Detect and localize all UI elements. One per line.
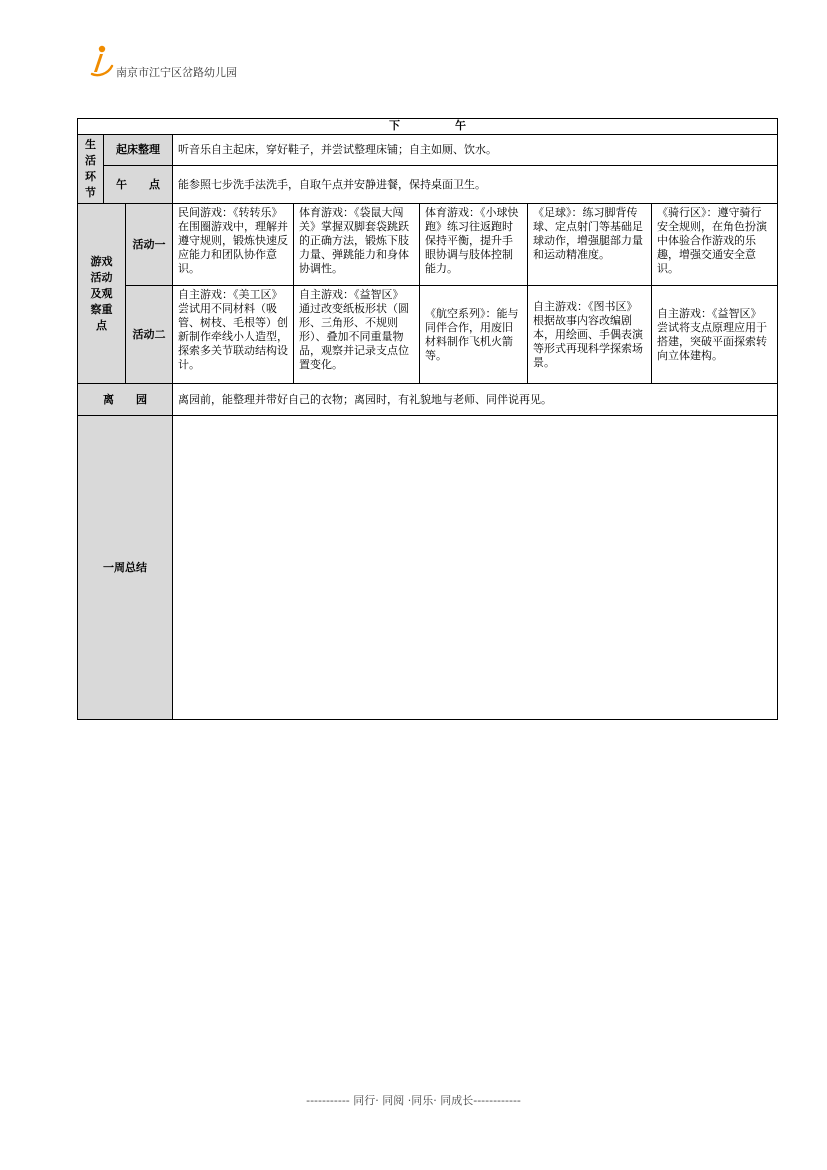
life-section-label: 生活环节 <box>78 135 104 204</box>
school-name: 南京市江宁区岔路幼儿园 <box>116 66 237 79</box>
activity2-cell-4: 自主游戏：《图书区》根据故事内容改编剧本，用绘画、手偶表演等形式再现科学探索场景。 <box>528 286 652 384</box>
weekly-summary-content[interactable] <box>173 416 778 720</box>
activity2-cell-3: 《航空系列》：能与同伴合作，用废旧材料制作飞机火箭等。 <box>420 286 528 384</box>
activity2-label: 活动二 <box>126 286 173 384</box>
activity1-label: 活动一 <box>126 204 173 286</box>
leave-text: 离园前，能整理并带好自己的衣物；离园时，有礼貌地与老师、同伴说再见。 <box>173 384 778 416</box>
snack-text: 能参照七步洗手法洗手，自取午点并安静进餐，保持桌面卫生。 <box>173 166 778 204</box>
weekly-summary-label: 一周总结 <box>78 416 173 720</box>
snack-label: 午 点 <box>104 166 173 204</box>
activity1-cell-5: 《骑行区》：遵守骑行安全规则，在角色扮演中体验合作游戏的乐趣，增强交通安全意识。 <box>652 204 778 286</box>
afternoon-plan-table <box>77 118 778 720</box>
activity1-cell-1: 民间游戏：《转转乐》在围圈游戏中，理解并遵守规则，锻炼快速反应能力和团队协作意识。 <box>173 204 294 286</box>
page-footer: ----------- 同行· 同阅 ·同乐· 同成长------------ <box>306 1094 521 1107</box>
game-section-label: 游戏活动及观察重点 <box>78 204 126 384</box>
activity2-cell-5: 自主游戏：《益智区》尝试将支点原理应用于搭建，突破平面探索转向立体建构。 <box>652 286 778 384</box>
activity2-cell-2: 自主游戏：《益智区》通过改变纸板形状（圆形、三角形、不规则形）、叠加不同重量物品，观察并记录支点位置变化。 <box>294 286 420 384</box>
activity1-cell-3: 体育游戏：《小球快跑》练习往返跑时保持平衡，提升手眼协调与肢体控制能力。 <box>420 204 528 286</box>
activity1-cell-2: 体育游戏：《袋鼠大闯关》掌握双脚套袋跳跃的正确方法，锻炼下肢力量、弹跳能力和身体协调性。 <box>294 204 420 286</box>
wake-label: 起床整理 <box>104 135 173 166</box>
activity2-cell-1: 自主游戏：《美工区》尝试用不同材料（吸管、树枝、毛根等）创新制作牵线小人造型，探索多关节联动结构设计。 <box>173 286 294 384</box>
activity1-cell-4: 《足球》：练习脚背传球、定点射门等基础足球动作，增强腿部力量和运动精准度。 <box>528 204 652 286</box>
wake-text: 听音乐自主起床，穿好鞋子，并尝试整理床铺；自主如厕、饮水。 <box>173 135 778 166</box>
table-title: 下 午 <box>78 119 778 135</box>
school-logo-icon <box>88 44 114 78</box>
leave-label: 离 园 <box>78 384 173 416</box>
